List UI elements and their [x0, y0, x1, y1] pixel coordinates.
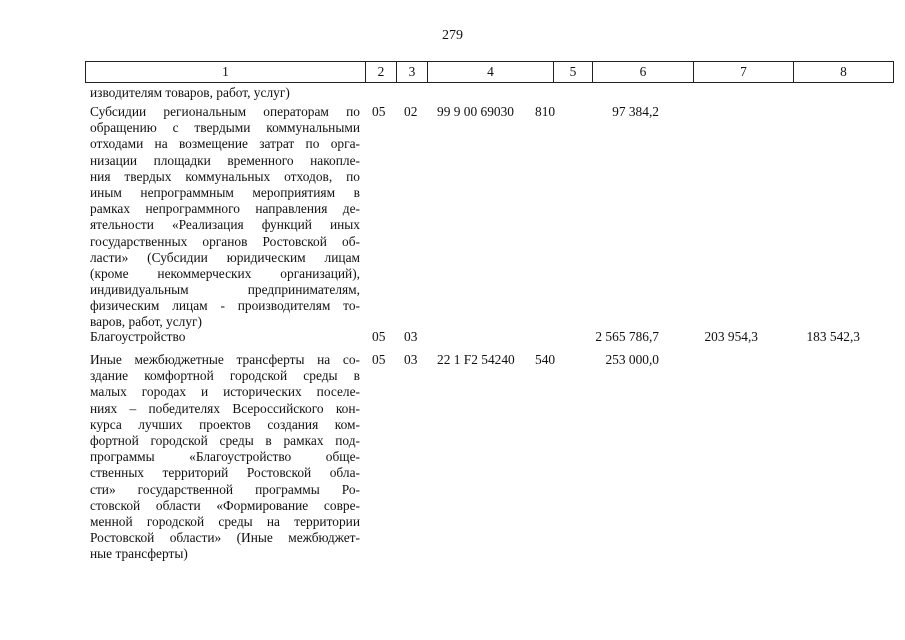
- row-name-line: здание комфортной городской среды в: [90, 368, 360, 384]
- row-name-line: ятельности «Реализация функций иных: [90, 217, 360, 233]
- row-name-line: Иные межбюджетные трансферты на со-: [90, 352, 360, 367]
- row-target-article: 22 1 F2 54240: [437, 352, 515, 367]
- row-amount-2021: 97 384,2: [612, 104, 659, 119]
- row-name-line: сти» государственной программы Ро-: [90, 481, 360, 497]
- row-name-line: ные трансферты): [90, 546, 188, 562]
- row-name-line: обращению с твердыми коммунальными: [90, 120, 360, 136]
- column-header-4: 4: [428, 62, 554, 83]
- row-amount-2021: 253 000,0: [605, 352, 659, 367]
- row-name-line: отходами на возмещение затрат по орга-: [90, 136, 360, 152]
- row-name-line: ласти» (Субсидии юридическим лицам: [90, 249, 360, 265]
- column-header-3: 3: [397, 62, 428, 83]
- column-header-7: 7: [694, 62, 794, 83]
- row-name-line: малых городах и исторических поселе-: [90, 384, 360, 400]
- column-header-6: 6: [593, 62, 694, 83]
- row-section: 05: [372, 352, 386, 367]
- row-expense-type: 540: [535, 352, 556, 367]
- row-subsection: 03: [404, 329, 418, 344]
- row-section: 05: [372, 104, 386, 119]
- column-header-2: 2: [366, 62, 397, 83]
- row-name-line: иным непрограммным мероприятиям в: [90, 184, 360, 200]
- row-name-line: индивидуальным предпринимателям,: [90, 282, 360, 298]
- row-name-line: фортной городской среды в рамках под-: [90, 432, 360, 448]
- column-header-5: 5: [554, 62, 593, 83]
- row-amount-2023: 183 542,3: [806, 329, 860, 344]
- row-name-line: Благоустройство: [90, 329, 186, 344]
- row-amount-2022: 203 954,3: [704, 329, 758, 344]
- row-name-line: изводителям товаров, работ, услуг): [90, 85, 290, 100]
- row-name: [90, 352, 360, 562]
- column-header-8: 8: [794, 62, 894, 83]
- row-name-line: ственных территорий Ростовской обла-: [90, 465, 360, 481]
- row-name-line: Субсидии региональным операторам по: [90, 104, 360, 119]
- row-name-line: (кроме некоммерческих организаций),: [90, 265, 360, 281]
- row-name: [90, 329, 360, 345]
- row-name-line: программы «Благоустройство обще-: [90, 449, 360, 465]
- row-name-line: стовской области «Формирование совре-: [90, 497, 360, 513]
- page-number: 279: [442, 28, 463, 43]
- row-name-line: низации площадки временного накопле-: [90, 152, 360, 168]
- row-name-line: рамках непрограммного направления де-: [90, 201, 360, 217]
- row-subsection: 02: [404, 104, 418, 119]
- row-name: [90, 85, 360, 101]
- column-header-row: [86, 62, 894, 83]
- row-name-line: курса лучших проектов создания ком-: [90, 416, 360, 432]
- row-name-line: ния твердых коммунальных отходов, по: [90, 168, 360, 184]
- row-target-article: 99 9 00 69030: [437, 104, 514, 119]
- row-name: [90, 104, 360, 331]
- row-expense-type: 810: [535, 104, 556, 119]
- row-name-line: Ростовской области» (Иные межбюджет-: [90, 530, 360, 546]
- row-name-line: менной городской среды на территории: [90, 513, 360, 529]
- row-name-line: варов, работ, услуг): [90, 314, 202, 330]
- row-subsection: 03: [404, 352, 418, 367]
- row-name-line: физическим лицам - производителям то-: [90, 298, 360, 314]
- row-amount-2021: 2 565 786,7: [595, 329, 659, 344]
- row-name-line: государственных органов Ростовской об-: [90, 233, 360, 249]
- column-header-1: 1: [86, 62, 366, 83]
- row-name-line: ниях – победителях Всероссийского кон-: [90, 400, 360, 416]
- row-section: 05: [372, 329, 386, 344]
- column-header-table: [85, 61, 894, 83]
